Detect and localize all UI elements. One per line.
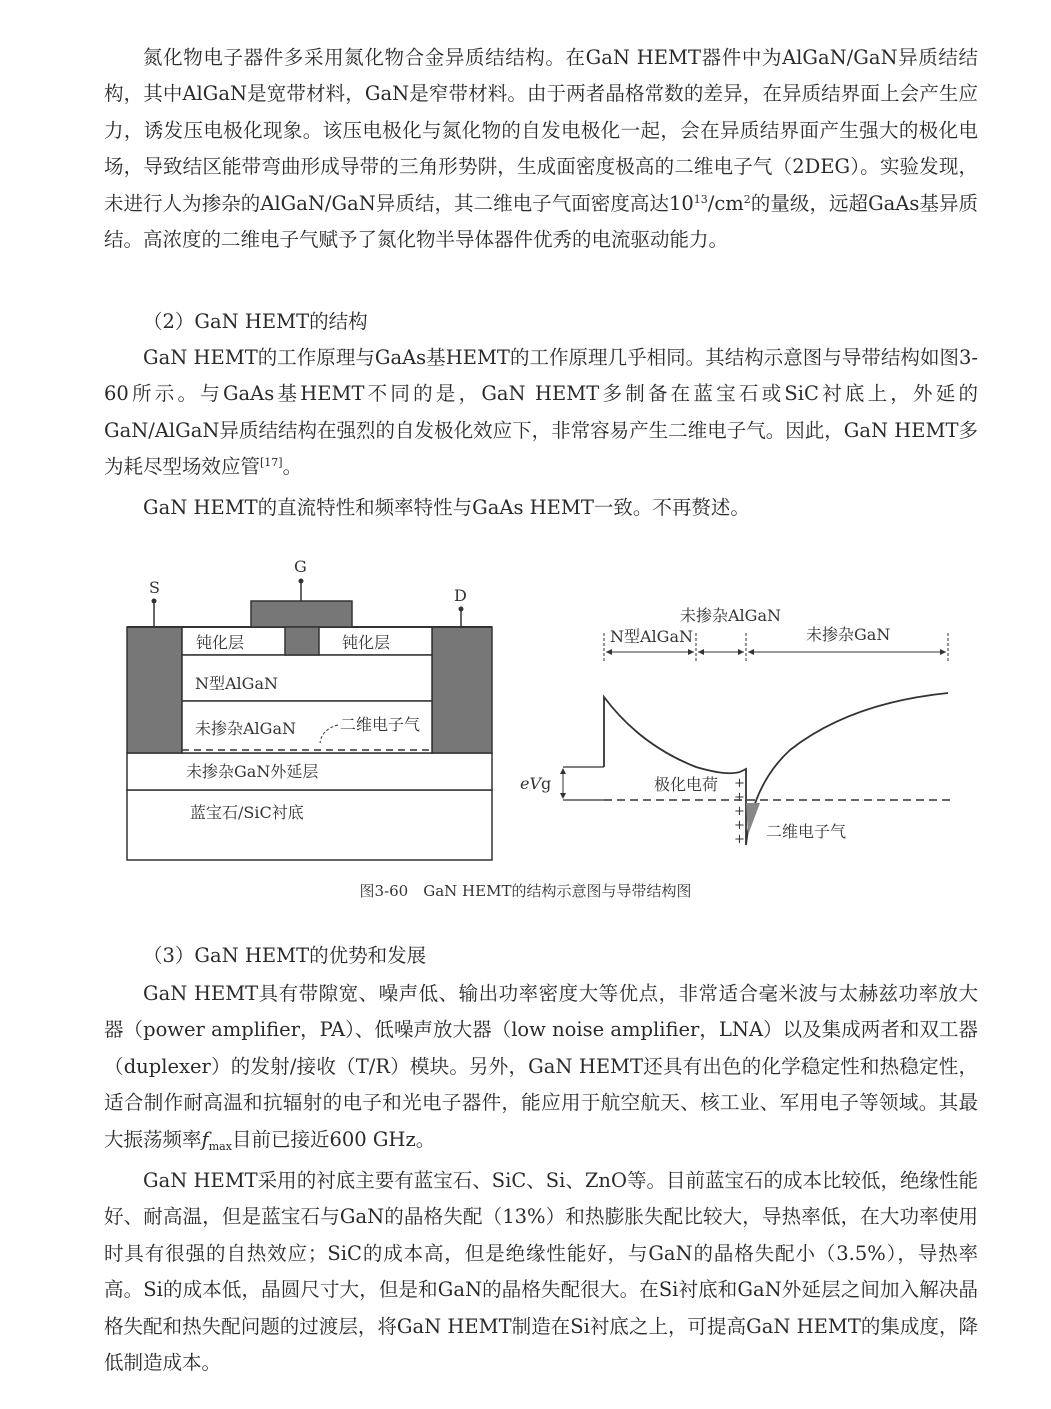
svg-text:+: + bbox=[734, 776, 745, 791]
twodeg-well bbox=[746, 803, 760, 835]
fmax-subscript: max bbox=[208, 1139, 232, 1153]
source-contact bbox=[127, 627, 182, 753]
band-structure-diagram bbox=[520, 606, 950, 847]
drain-label: D bbox=[454, 586, 467, 605]
source-label: S bbox=[149, 578, 160, 597]
polarization-charges bbox=[734, 776, 745, 847]
density-exponent: 13 bbox=[693, 192, 708, 206]
undoped-gan-top-label: 未掺杂GaN bbox=[806, 625, 891, 644]
gate-stem bbox=[285, 627, 319, 655]
undoped-algan-label: 未掺杂AlGaN bbox=[195, 719, 296, 738]
paragraph-substrates bbox=[104, 1163, 978, 1381]
figure-caption: 图3-60 GaN HEMT的结构示意图与导带结构图 bbox=[359, 882, 692, 900]
gate-label: G bbox=[294, 557, 307, 576]
paragraph-text: GaN HEMT具有带隙宽、噪声低、输出功率密度大等优点，非常适合毫米波与太赫兹功率放大器（power amplifier，PA）、低噪声放大器（low noise amplifier，LNA）以及集成两者和双工器（duplexer）的发射/接收（T/R）模块。另外，GaN HEMT还具有出色的化学稳定性和热稳定性，适合制作耐高温和抗辐射的电子和光电子器件，能应用于航空航天、核工业、军用电子等领域。其最大振荡频率 bbox=[104, 982, 978, 1151]
paragraph-heterojunction bbox=[104, 40, 978, 258]
hemt-structure-diagram bbox=[127, 557, 492, 860]
paragraph-text: GaN HEMT的工作原理与GaAs基HEMT的工作原理几乎相同。其结构示意图与导带结构如图3-60所示。与GaAs基HEMT不同的是，GaN HEMT多制备在蓝宝石或SiC衬底上，外延的GaN/AlGaN异质结结构在强烈的自发极化效应下，非常容易产生二维电子气。因此，GaN HEMT多为耗尽型场效应管 bbox=[104, 346, 978, 479]
paragraph-advantages bbox=[104, 976, 978, 1158]
band-twodeg-label: 二维电子气 bbox=[766, 822, 847, 841]
heading-text: （2）GaN HEMT的结构 bbox=[143, 310, 368, 333]
svg-text:+: + bbox=[734, 832, 745, 847]
evg-label: eVg bbox=[520, 774, 552, 793]
section-heading-advantages bbox=[104, 938, 978, 974]
citation-ref: [17] bbox=[260, 456, 283, 470]
fmax-symbol: f bbox=[201, 1127, 209, 1151]
paragraph-structure bbox=[104, 340, 978, 486]
section-heading-structure bbox=[104, 304, 978, 340]
svg-text:+: + bbox=[734, 804, 745, 819]
svg-text:+: + bbox=[734, 818, 745, 833]
twodeg-label: 二维电子气 bbox=[340, 715, 421, 734]
paragraph-text: 氮化物电子器件多采用氮化物合金异质结结构。在GaN HEMT器件中为AlGaN/GaN异质结结构，其中AlGaN是宽带材料，GaN是窄带材料。由于两者晶格常数的差异，在异质结界面上会产生应力，诱发压电极化现象。该压电极化与氮化物的自发电极化一起，会在异质结界面产生强大的极化电场，导致结区能带弯曲形成导带的三角形势阱，生成面密度极高的二维电子气（2DEG）。实验发现，未进行人为掺杂的AlGaN/GaN异质结，其二维电子气面密度高达 bbox=[104, 46, 978, 215]
paragraph-text-tail: 的量级，远超GaAs基异质结。高浓度的二维电子气赋予了氮化物半导体器件优秀的电流驱动能力。 bbox=[104, 191, 979, 252]
passivation-left-label: 钝化层 bbox=[196, 633, 245, 652]
paragraph-end: 。 bbox=[282, 455, 303, 479]
paragraph-text: GaN HEMT的直流特性和频率特性与GaAs HEMT一致。不再赘述。 bbox=[143, 496, 750, 519]
undoped-algan-top-label: 未掺杂AlGaN bbox=[680, 606, 781, 625]
paragraph-text-tail: 目前已接近600 GHz。 bbox=[231, 1127, 436, 1151]
heading-text: （3）GaN HEMT的优势和发展 bbox=[143, 944, 427, 967]
polarization-charge-label: 极化电荷 bbox=[654, 775, 719, 794]
gate-top bbox=[251, 601, 352, 627]
substrate-label: 蓝宝石/SiC衬底 bbox=[190, 803, 304, 822]
unit-exponent: 2 bbox=[743, 192, 751, 206]
density-base: 10 bbox=[668, 191, 694, 215]
passivation-right-label: 钝化层 bbox=[342, 633, 391, 652]
n-algan-label: N型AlGaN bbox=[195, 674, 278, 693]
svg-text:+: + bbox=[734, 790, 745, 805]
n-algan-top-label: N型AlGaN bbox=[610, 627, 693, 646]
substrate-layer bbox=[127, 790, 492, 860]
paragraph-dc-characteristics bbox=[104, 490, 978, 526]
figure-3-60 bbox=[0, 545, 1051, 875]
drain-contact bbox=[432, 627, 492, 753]
paragraph-text: GaN HEMT采用的衬底主要有蓝宝石、SiC、Si、ZnO等。目前蓝宝石的成本比较低，绝缘性能好、耐高温，但是蓝宝石与GaN的晶格失配（13%）和热膨胀失配比较大，导热率低，在大功率使用时具有很强的自热效应；SiC的成本高，但是绝缘性能好，与GaN的晶格失配小（3.5%），导热率高。Si的成本低，晶圆尺寸大，但是和GaN的晶格失配很大。在Si衬底和GaN外延层之间加入解决晶格失配和热失配问题的过渡层，将GaN HEMT制造在Si衬底之上，可提高GaN HEMT的集成度，降低制造成本。 bbox=[104, 1169, 978, 1375]
undoped-gan-label: 未掺杂GaN外延层 bbox=[186, 762, 319, 781]
density-unit: /cm bbox=[707, 191, 744, 215]
